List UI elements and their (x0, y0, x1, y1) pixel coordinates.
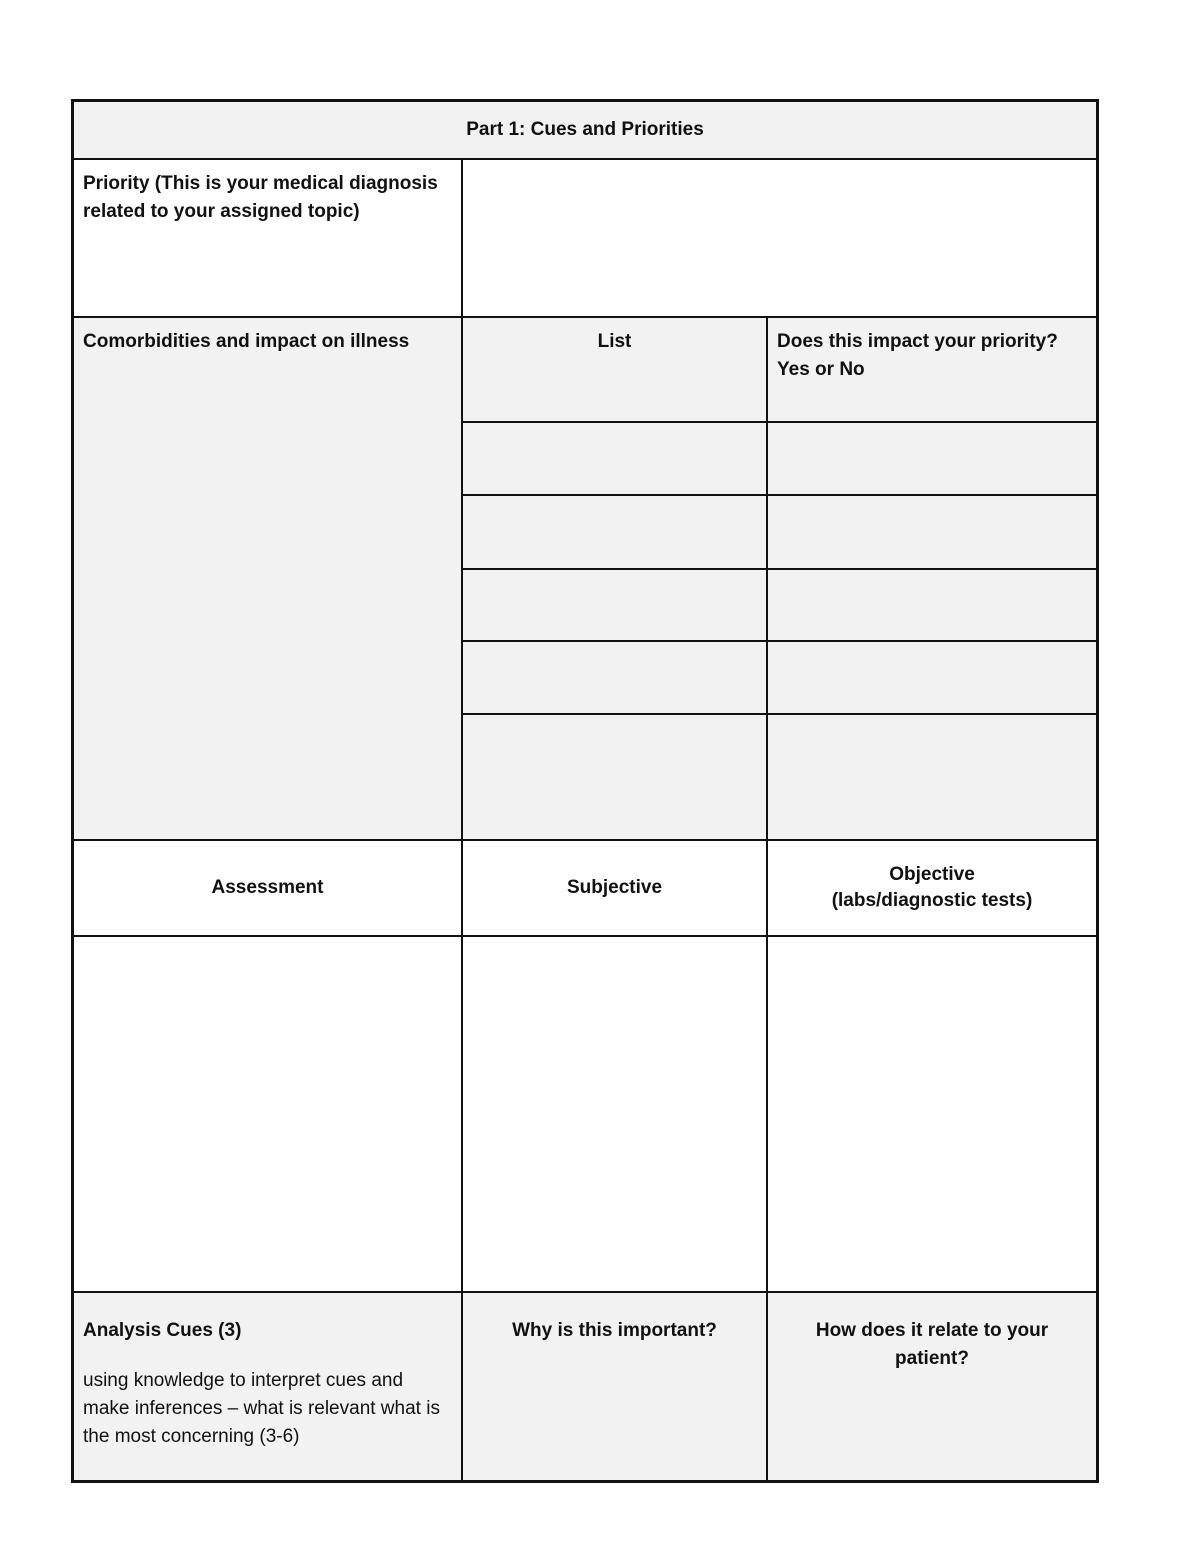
comorbidities-label-cell (74, 318, 463, 841)
subjective-header: Subjective (566, 877, 663, 898)
why-important-header: Why is this important? (512, 1320, 717, 1341)
assessment-header-cell (74, 841, 463, 937)
list-header-cell (463, 318, 768, 423)
why-important-cell (463, 1293, 768, 1480)
subjective-header-cell (463, 841, 768, 937)
comorbidity-item-4[interactable] (463, 642, 768, 715)
subjective-input[interactable] (463, 937, 768, 1293)
objective-input[interactable] (768, 937, 1096, 1293)
comorbidity-item-2[interactable] (463, 496, 768, 570)
priority-label: Priority (This is your medical diagnosis related to your assigned topic) (83, 173, 438, 222)
objective-header: Objective (889, 864, 975, 885)
comorbidity-impact-3[interactable] (768, 570, 1096, 642)
analysis-title: Analysis Cues (3) (83, 1320, 242, 1341)
cues-priorities-table (71, 99, 1099, 1483)
analysis-description: using knowledge to interpret cues and make inferences – what is relevant what is the most concerning (3-6) (83, 1370, 440, 1447)
impact-header-cell (768, 318, 1096, 423)
list-header: List (597, 331, 632, 352)
priority-input-cell[interactable] (463, 160, 1096, 318)
analysis-label-cell (74, 1293, 463, 1480)
assessment-input[interactable] (74, 937, 463, 1293)
relate-patient-header: How does it relate to your patient? (815, 1320, 1049, 1369)
comorbidity-item-5[interactable] (463, 715, 768, 841)
objective-subheader: (labs/diagnostic tests) (831, 890, 1033, 911)
comorbidities-label: Comorbidities and impact on illness (83, 331, 410, 352)
objective-header-cell (768, 841, 1096, 937)
comorbidity-impact-2[interactable] (768, 496, 1096, 570)
table-title-text: Part 1: Cues and Priorities (466, 119, 704, 140)
priority-label-cell (74, 160, 463, 318)
relate-patient-cell (768, 1293, 1096, 1480)
comorbidity-impact-4[interactable] (768, 642, 1096, 715)
table-title (74, 102, 1096, 160)
comorbidity-impact-5[interactable] (768, 715, 1096, 841)
comorbidity-item-3[interactable] (463, 570, 768, 642)
impact-header: Does this impact your priority? Yes or No (777, 331, 1058, 380)
comorbidity-item-1[interactable] (463, 423, 768, 496)
assessment-header: Assessment (211, 877, 324, 898)
comorbidity-impact-1[interactable] (768, 423, 1096, 496)
